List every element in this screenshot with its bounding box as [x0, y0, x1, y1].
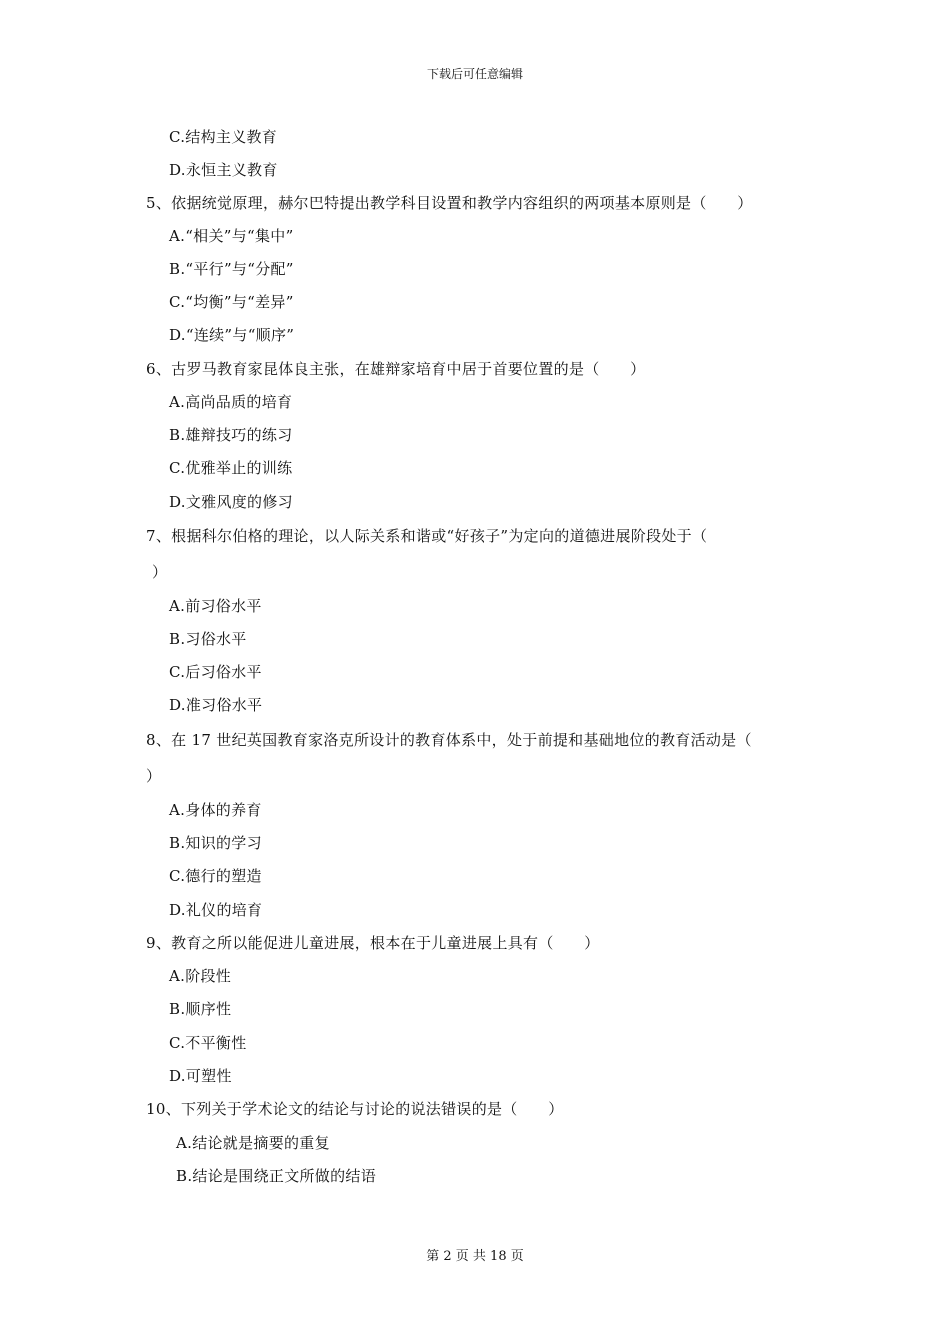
q5-stem: 5、依据统觉原理，赫尔巴特提出教学科目设置和教学内容组织的两项基本原则是（ ）	[146, 194, 753, 212]
q10-option-a: A.结论就是摘要的重复	[176, 1134, 330, 1152]
q7-option-a: A.前习俗水平	[169, 597, 262, 615]
q6-option-b: B.雄辩技巧的练习	[169, 426, 293, 444]
q6-option-c: C.优雅举止的训练	[169, 459, 293, 477]
q8-option-b: B.知识的学习	[169, 834, 262, 852]
q10-option-b: B.结论是围绕正文所做的结语	[176, 1167, 376, 1185]
q5-option-b: B.“平行”与“分配”	[169, 260, 294, 278]
q8-stem-continuation: ）	[146, 767, 162, 785]
q5-option-d: D.“连续”与“顺序”	[169, 326, 295, 344]
q5-option-a: A.“相关”与“集中”	[169, 227, 294, 245]
page-footer: 第 2 页 共 18 页	[426, 1249, 524, 1264]
q4-option-d: D.永恒主义教育	[169, 161, 278, 179]
q8-option-d: D.礼仪的培育	[169, 901, 263, 919]
q6-stem: 6、古罗马教育家昆体良主张，在雄辩家培育中居于首要位置的是（ ）	[146, 360, 646, 378]
q6-option-d: D.文雅风度的修习	[169, 493, 293, 511]
q7-stem: 7、根据科尔伯格的理论，以人际关系和谐或“好孩子”为定向的道德进展阶段处于（	[146, 527, 708, 545]
q9-option-b: B.顺序性	[169, 1000, 232, 1018]
q9-option-d: D.可塑性	[169, 1067, 232, 1085]
page-header: 下载后可任意编辑	[426, 67, 523, 81]
q10-stem: 10、下列关于学术论文的结论与讨论的说法错误的是（ ）	[146, 1100, 564, 1118]
q7-option-c: C.后习俗水平	[169, 663, 262, 681]
q7-option-d: D.准习俗水平	[169, 696, 263, 714]
q8-option-c: C.德行的塑造	[169, 867, 262, 885]
q5-option-c: C.“均衡”与“差异”	[169, 293, 294, 311]
q8-stem: 8、在 17 世纪英国教育家洛克所设计的教育体系中，处于前提和基础地位的教育活动是（	[146, 731, 752, 749]
q6-option-a: A.高尚品质的培育	[169, 393, 293, 411]
q4-option-c: C.结构主义教育	[169, 128, 278, 146]
q7-option-b: B.习俗水平	[169, 630, 247, 648]
q9-stem: 9、教育之所以能促进儿童进展，根本在于儿童进展上具有（ ）	[146, 934, 600, 952]
q7-stem-continuation: ）	[152, 563, 168, 581]
q9-option-c: C.不平衡性	[169, 1034, 247, 1052]
q8-option-a: A.身体的养育	[169, 801, 262, 819]
q9-option-a: A.阶段性	[169, 967, 232, 985]
